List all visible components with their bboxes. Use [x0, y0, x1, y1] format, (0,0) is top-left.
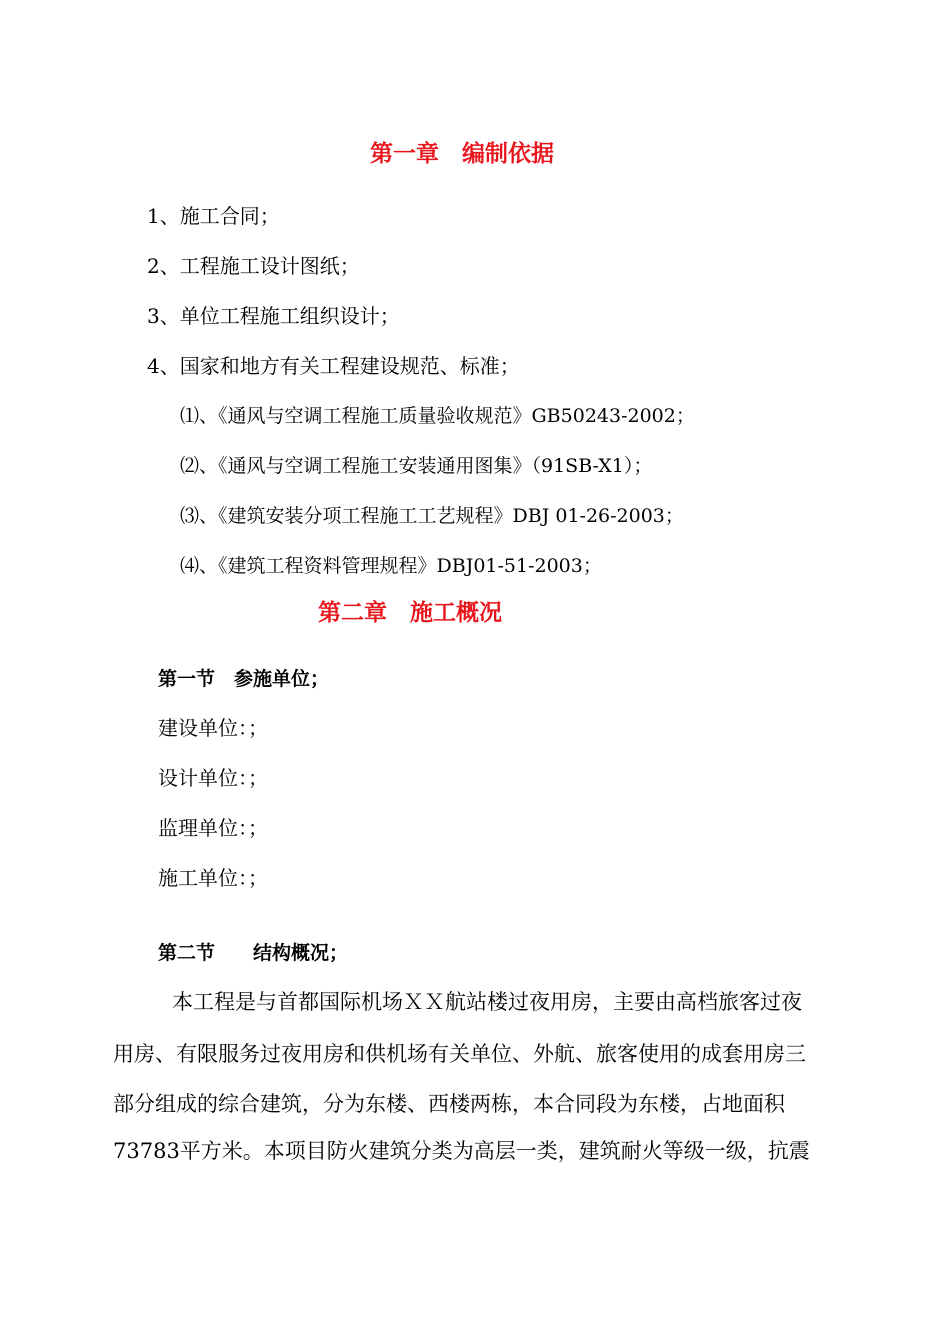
section-2-title: 第二节 结构概况；	[158, 942, 349, 964]
chapter-1-title: 第一章 编制依据	[370, 141, 554, 167]
reference-item-2: ⑵、《通风与空调工程施工安装通用图集》（91SB-X1）；	[180, 455, 653, 477]
paragraph-line-1: 本工程是与首都国际机场ＸＸ航站楼过夜用房，主要由高档旅客过夜	[172, 990, 802, 1014]
basis-item-2: 2、工程施工设计图纸；	[147, 254, 360, 278]
paragraph-line-3: 部分组成的综合建筑，分为东楼、西楼两栋，本合同段为东楼，占地面积	[113, 1092, 785, 1116]
reference-item-4: ⑷、《建筑工程资料管理规程》DBJ01-51-2003；	[180, 555, 602, 577]
unit-owner: 建设单位：；	[158, 716, 268, 740]
unit-designer: 设计单位：；	[158, 766, 268, 790]
paragraph-line-2: 用房、有限服务过夜用房和供机场有关单位、外航、旅客使用的成套用房三	[113, 1042, 806, 1066]
paragraph-line-4: 73783平方米。本项目防火建筑分类为高层一类，建筑耐火等级一级，抗震	[113, 1139, 810, 1163]
basis-item-1: 1、施工合同；	[147, 204, 280, 228]
basis-item-3: 3、单位工程施工组织设计；	[147, 304, 400, 328]
reference-item-1: ⑴、《通风与空调工程施工质量验收规范》GB50243-2002；	[180, 405, 695, 427]
unit-supervisor: 监理单位：；	[158, 816, 268, 840]
unit-contractor: 施工单位：；	[158, 866, 268, 890]
chapter-2-title: 第二章 施工概况	[318, 600, 502, 626]
reference-item-3: ⑶、《建筑安装分项工程施工工艺规程》DBJ 01-26-2003；	[180, 505, 684, 527]
section-1-title: 第一节 参施单位；	[158, 668, 330, 690]
basis-item-4: 4、国家和地方有关工程建设规范、标准；	[147, 354, 520, 378]
